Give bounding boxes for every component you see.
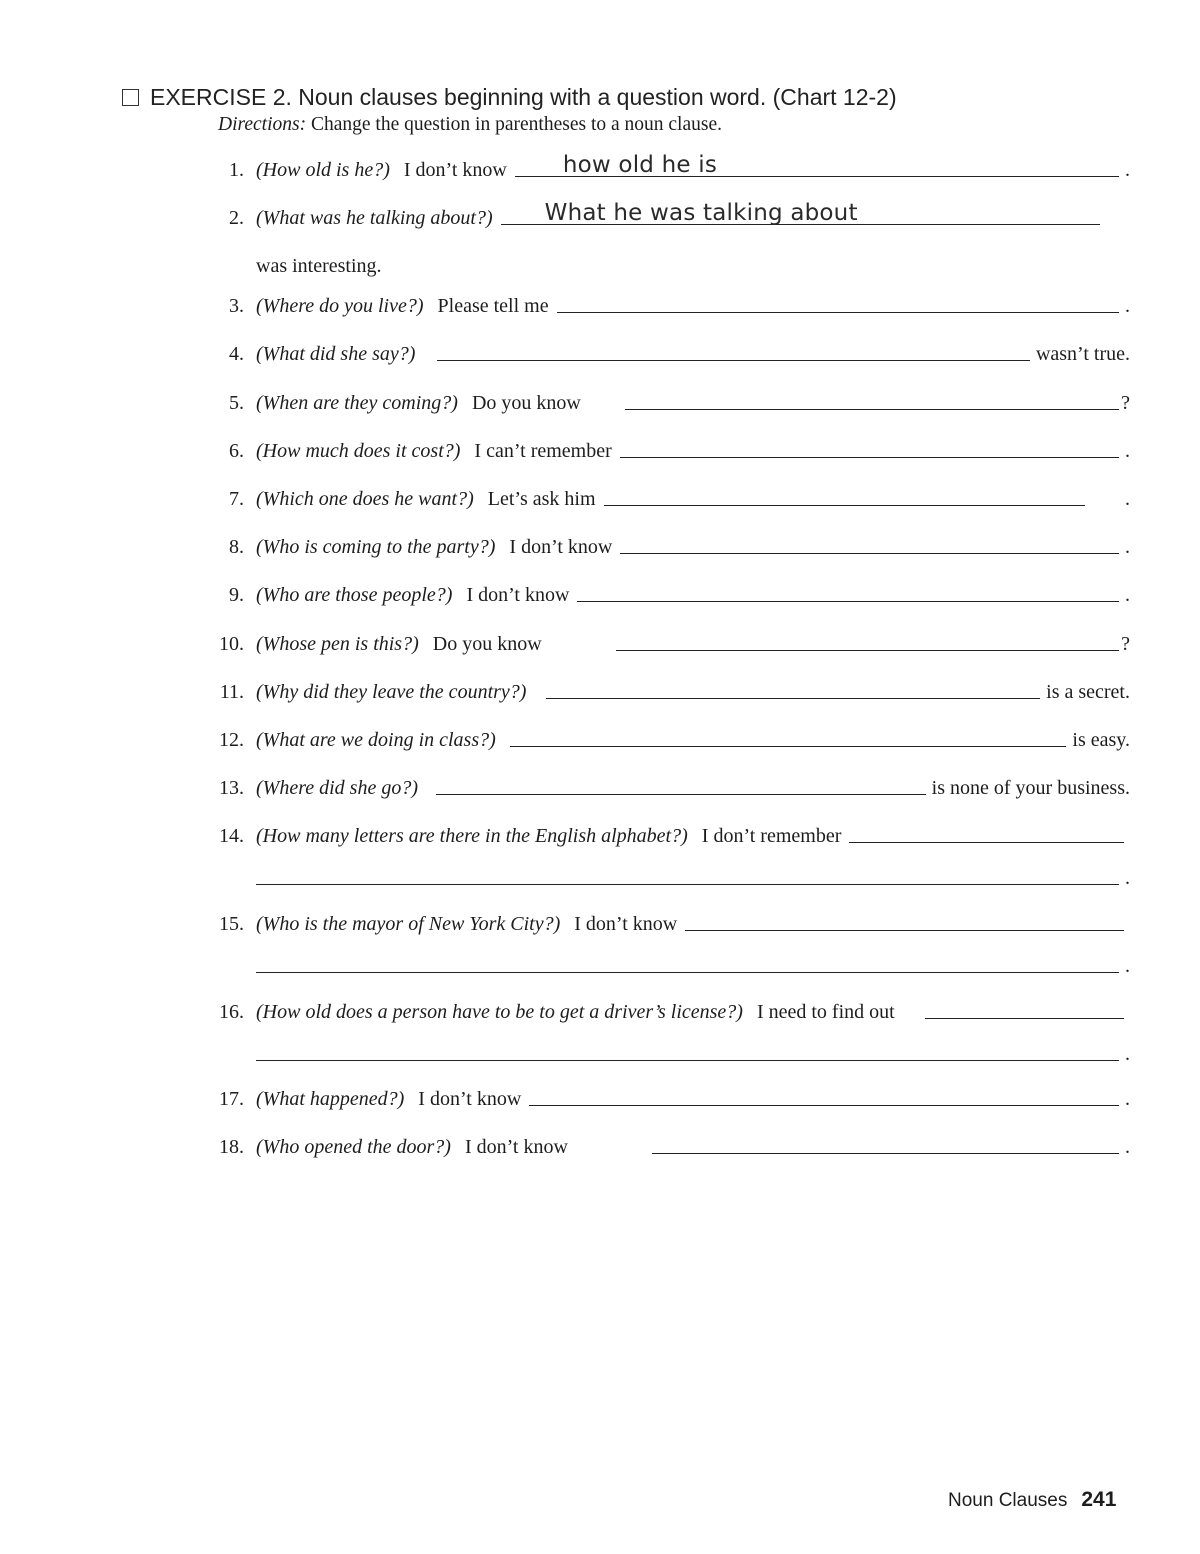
continuation-text: was interesting. (256, 255, 382, 277)
item-prompt: (What are we doing in class?) (256, 729, 496, 751)
item-trail: is none of your business. (931, 777, 1130, 799)
item-lead: I don’t know (574, 913, 678, 935)
item-number: 16. (219, 1001, 244, 1023)
answer-blank[interactable] (620, 527, 1119, 554)
answer-blank[interactable] (436, 768, 926, 795)
item-number: 2. (229, 207, 244, 229)
item-number: 1. (229, 159, 244, 181)
exercise-item-14 (200, 818, 1130, 848)
answer-blank[interactable] (652, 1127, 1119, 1154)
item-number: 15. (219, 913, 244, 935)
item-prompt: (Why did they leave the country?) (256, 681, 527, 703)
answer-blank[interactable] (510, 720, 1067, 747)
item-trail: ? (1121, 633, 1130, 655)
item-number: 5. (229, 392, 244, 414)
exercise-item-15 (200, 906, 1130, 936)
item-number: 14. (219, 825, 244, 847)
item-prompt: (What did she say?) (256, 343, 416, 365)
item-trail: . (1125, 867, 1130, 889)
item-prompt: (Who is the mayor of New York City?) (256, 913, 561, 935)
exercise-item-1 (200, 152, 1130, 182)
item-lead: I don’t know (509, 536, 613, 558)
answer-blank-continued[interactable] (256, 1034, 1119, 1061)
item-lead: I don’t know (403, 159, 507, 181)
item-trail: . (1125, 1136, 1130, 1158)
exercise-item-12 (200, 722, 1130, 752)
item-trail: . (1125, 1088, 1130, 1110)
exercise-item-3 (200, 288, 1130, 318)
item-trail: . (1125, 1043, 1130, 1065)
item-lead: I don’t know (464, 1136, 568, 1158)
item-trail: . (1125, 584, 1130, 606)
directions-text: Change the question in parentheses to a noun clause. (310, 114, 722, 135)
item-prompt: (Whose pen is this?) (256, 633, 419, 655)
item-prompt: (When are they coming?) (256, 392, 458, 414)
page-footer (948, 1488, 1116, 1512)
item-prompt: (Where do you live?) (256, 295, 424, 317)
checkbox-icon (122, 89, 139, 106)
item-trail: . (1125, 159, 1130, 181)
item-lead: Do you know (432, 633, 542, 655)
item-trail: . (1125, 295, 1130, 317)
exercise-item-2 (200, 200, 1130, 230)
answer-blank[interactable] (849, 816, 1124, 843)
item-lead: I don’t know (418, 1088, 522, 1110)
item-number: 17. (219, 1088, 244, 1110)
item-prompt: (How old does a person have to be to get a driver’s license?) (256, 1001, 743, 1023)
item-16-continuation (256, 1036, 1130, 1066)
answer-blank[interactable] (557, 286, 1119, 313)
item-prompt: (Who is coming to the party?) (256, 536, 496, 558)
item-number: 6. (229, 440, 244, 462)
item-prompt: (What was he talking about?) (256, 207, 493, 229)
exercise-header (122, 84, 897, 111)
item-prompt: (Who are those people?) (256, 584, 453, 606)
item-number: 10. (219, 633, 244, 655)
exercise-item-18 (200, 1129, 1130, 1159)
item-prompt: (Which one does he want?) (256, 488, 474, 510)
item-number: 3. (229, 295, 244, 317)
answer-blank[interactable] (529, 1079, 1119, 1106)
item-prompt: (Where did she go?) (256, 777, 418, 799)
exercise-item-5 (200, 385, 1130, 415)
answer-blank[interactable] (515, 150, 1119, 177)
item-number: 7. (229, 488, 244, 510)
item-number: 12. (219, 729, 244, 751)
item-trail: is easy. (1072, 729, 1130, 751)
item-number: 8. (229, 536, 244, 558)
answer-blank[interactable] (616, 624, 1119, 651)
answer-blank[interactable] (437, 334, 1030, 361)
item-14-continuation (256, 860, 1130, 890)
answer-blank[interactable] (625, 383, 1119, 410)
directions-label: Directions: (218, 114, 307, 135)
answer-blank-continued[interactable] (256, 858, 1119, 885)
exercise-item-4 (200, 336, 1130, 366)
item-number: 4. (229, 343, 244, 365)
exercise-item-7 (200, 481, 1130, 511)
item-prompt: (How old is he?) (256, 159, 390, 181)
item-lead: I need to find out (756, 1001, 895, 1023)
item-number: 9. (229, 584, 244, 606)
item-trail: . (1125, 488, 1130, 510)
exercise-item-11 (200, 674, 1130, 704)
exercise-title: EXERCISE 2. Noun clauses beginning with a question word. (Chart 12-2) (150, 84, 897, 110)
item-prompt: (How many letters are there in the English alphabet?) (256, 825, 688, 847)
item-lead: Please tell me (437, 295, 549, 317)
item-prompt: (What happened?) (256, 1088, 405, 1110)
answer-blank[interactable] (925, 992, 1124, 1019)
answer-blank[interactable] (546, 672, 1040, 699)
handwritten-answer: What he was talking about (544, 200, 858, 226)
page-number: 241 (1081, 1488, 1117, 1511)
section-name: Noun Clauses (948, 1490, 1068, 1511)
item-trail: wasn’t true. (1035, 343, 1130, 365)
item-prompt: (How much does it cost?) (256, 440, 461, 462)
item-trail: . (1125, 536, 1130, 558)
exercise-item-6 (200, 433, 1130, 463)
item-trail: ? (1121, 392, 1130, 414)
answer-blank[interactable] (604, 479, 1086, 506)
item-15-continuation (256, 948, 1130, 978)
answer-blank-continued[interactable] (256, 946, 1119, 973)
item-number: 11. (219, 681, 244, 703)
exercise-item-9 (200, 577, 1130, 607)
item-lead: Let’s ask him (487, 488, 596, 510)
exercise-item-13 (200, 770, 1130, 800)
answer-blank[interactable] (620, 431, 1119, 458)
item-2-continuation (256, 248, 1130, 278)
item-trail: . (1125, 440, 1130, 462)
item-lead: I don’t remember (701, 825, 842, 847)
answer-blank[interactable] (501, 198, 1100, 225)
exercise-item-16 (200, 994, 1130, 1024)
item-lead: I can’t remember (474, 440, 612, 462)
item-trail: is a secret. (1046, 681, 1130, 703)
item-trail: . (1125, 955, 1130, 977)
exercise-item-8 (200, 529, 1130, 559)
exercise-item-10 (200, 626, 1130, 656)
item-lead: Do you know (471, 392, 581, 414)
answer-blank[interactable] (577, 575, 1119, 602)
item-number: 13. (219, 777, 244, 799)
directions (218, 114, 722, 136)
item-number: 18. (219, 1136, 244, 1158)
handwritten-answer: how old he is (562, 152, 718, 178)
item-prompt: (Who opened the door?) (256, 1136, 451, 1158)
item-lead: I don’t know (466, 584, 570, 606)
exercise-item-17 (200, 1081, 1130, 1111)
answer-blank[interactable] (685, 904, 1124, 931)
